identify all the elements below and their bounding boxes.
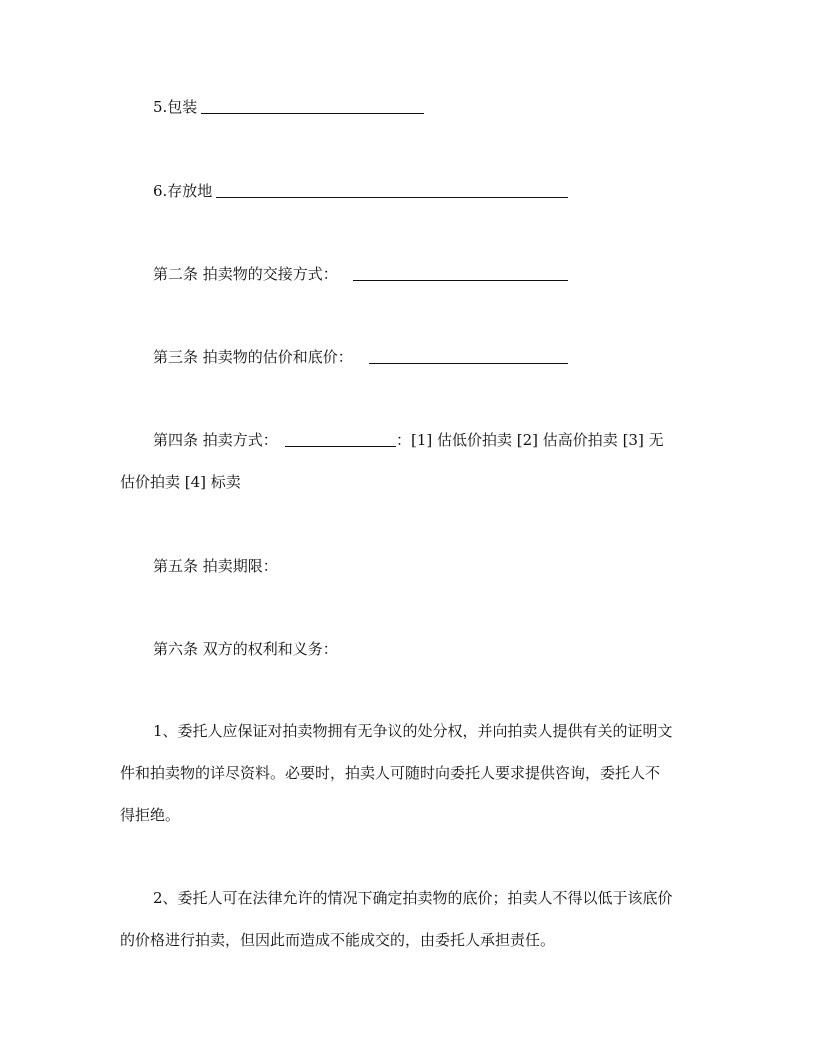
clause-2-text-1: 2、委托人可在法律允许的情况下确定拍卖物的底价；拍卖人不得以低于该底价 bbox=[153, 889, 673, 907]
article-3-blank[interactable] bbox=[369, 349, 568, 364]
article-4-options-cont: 估价拍卖 [4] 标卖 bbox=[120, 473, 241, 491]
article-6-text: 第六条 双方的权利和义务： bbox=[153, 640, 338, 658]
clause-1-text-1: 1、委托人应保证对拍卖物拥有无争议的处分权，并向拍卖人提供有关的证明文 bbox=[153, 722, 673, 740]
article-4-blank[interactable] bbox=[285, 432, 396, 447]
article-2-blank[interactable] bbox=[353, 266, 568, 281]
article-4-options: ：[1] 估低价拍卖 [2] 估高价拍卖 [3] 无 bbox=[396, 431, 664, 449]
article-4-text: 第四条 拍卖方式： bbox=[153, 431, 278, 449]
clause-2-text-2: 的价格进行拍卖，但因此而造成不能成交的，由委托人承担责任。 bbox=[120, 931, 556, 949]
article-3-text: 第三条 拍卖物的估价和底价： bbox=[153, 348, 353, 366]
clause-1-text-3: 得拒绝。 bbox=[120, 806, 181, 824]
item-6-label: 6.存放地 bbox=[153, 182, 213, 200]
clause-1-text-2: 件和拍卖物的详尽资料。必要时，拍卖人可随时向委托人要求提供咨询，委托人不 bbox=[120, 764, 661, 782]
item-5-label: 5.包装 bbox=[153, 98, 198, 116]
article-2-text: 第二条 拍卖物的交接方式： bbox=[153, 265, 338, 283]
item-6-blank[interactable] bbox=[216, 183, 568, 198]
article-5-text: 第五条 拍卖期限： bbox=[153, 557, 278, 575]
item-5-blank[interactable] bbox=[201, 99, 424, 114]
